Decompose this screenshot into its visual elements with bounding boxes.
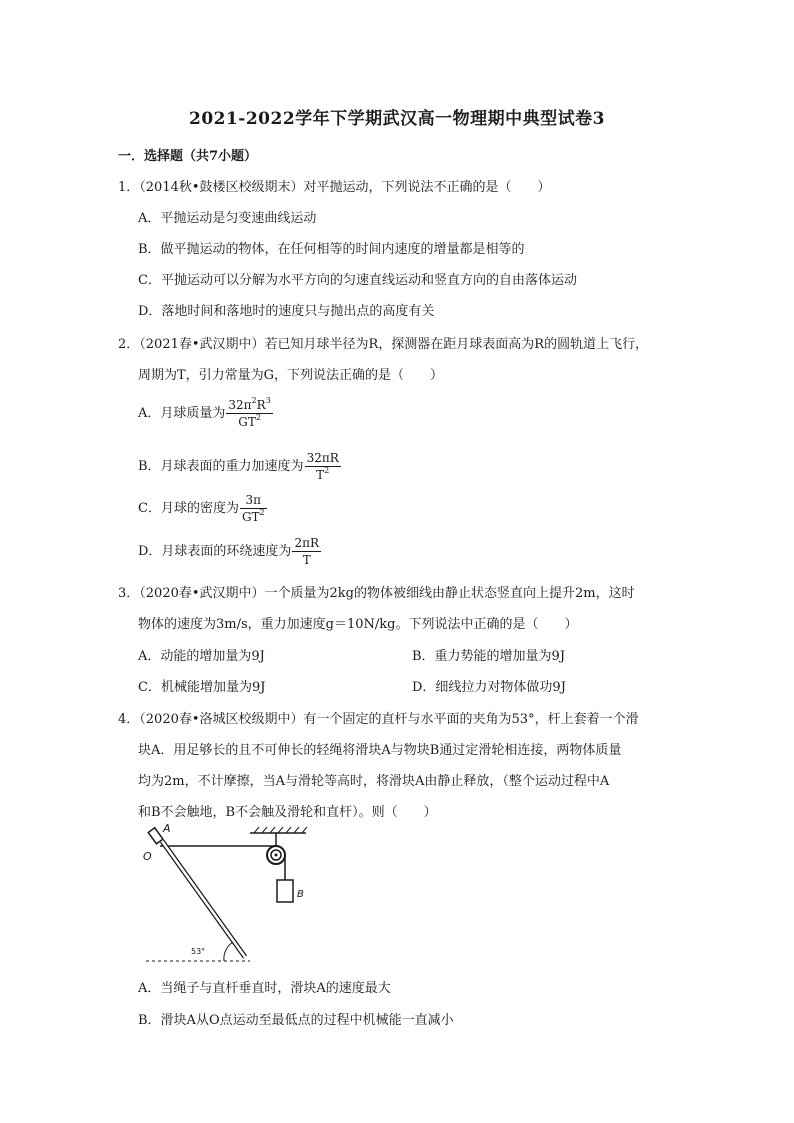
question-4-stem-line-1: 4．（2020春•洛城区校级期中）有一个固定的直杆与水平面的夹角为53°，杆上套着一个滑 bbox=[118, 712, 639, 727]
pulley-axle bbox=[275, 854, 278, 857]
fraction-denominator: $GT^2$ bbox=[238, 413, 261, 429]
fraction bbox=[240, 493, 267, 524]
fraction-denominator: $T^2$ bbox=[316, 466, 330, 482]
question-3-option-a[interactable]: A．动能的增加量为9J bbox=[138, 649, 265, 664]
pulley-incline-diagram bbox=[138, 823, 338, 977]
fraction-numerator: 2πR bbox=[294, 536, 319, 550]
question-1-option-d[interactable]: D．落地时间和落地时的速度只与抛出点的高度有关 bbox=[138, 304, 435, 319]
question-4-option-a[interactable]: A．当绳子与直杆垂直时，滑块A的速度最大 bbox=[138, 981, 391, 996]
section-heading: 一．选择题（共7小题） bbox=[118, 149, 258, 164]
label-a: A bbox=[163, 823, 171, 835]
fraction-numerator: 3π bbox=[240, 493, 267, 509]
diagram-svg bbox=[138, 823, 338, 973]
question-3-option-b[interactable]: B．重力势能的增加量为9J bbox=[412, 649, 566, 664]
option-prefix: C．月球的密度为 bbox=[138, 501, 239, 516]
question-2-stem-line-1: 2．（2021春•武汉期中）若已知月球半径为R，探测器在距月球表面高为R的圆轨道上飞行， bbox=[118, 337, 649, 352]
ceiling-hatch bbox=[254, 827, 307, 833]
label-o: O bbox=[143, 850, 152, 863]
question-1-stem: 1．（2014秋•鼓楼区校级期末）对平抛运动，下列说法不正确的是（ ） bbox=[118, 180, 551, 195]
question-3-stem-line-2: 物体的速度为3m/s，重力加速度g＝10N/kg。下列说法中正确的是（ ） bbox=[138, 617, 578, 632]
page-title: 2021-2022学年下学期武汉高一物理期中典型试卷3 bbox=[188, 109, 605, 129]
question-2-option-d[interactable] bbox=[138, 536, 321, 567]
question-2-option-c[interactable] bbox=[138, 493, 267, 524]
fraction-denominator: T bbox=[302, 553, 311, 567]
question-2-option-a[interactable] bbox=[138, 398, 273, 429]
question-4-stem-line-4: 和B不会触地，B不会触及滑轮和直杆）。则（ ） bbox=[138, 805, 437, 820]
label-angle: 53° bbox=[191, 947, 206, 956]
question-3-stem-line-1: 3．（2020春•武汉期中）一个质量为2kg的物体被细线由静止状态竖直向上提升2m，这时 bbox=[118, 586, 635, 601]
option-prefix: D．月球表面的环绕速度为 bbox=[138, 544, 292, 559]
question-1-option-b[interactable]: B．做平抛运动的物体，在任何相等的时间内速度的增量都是相等的 bbox=[138, 242, 525, 257]
option-prefix: B．月球表面的重力加速度为 bbox=[138, 459, 304, 474]
question-3-option-c[interactable]: C．机械能增加量为9J bbox=[138, 680, 266, 695]
rod-inner bbox=[162, 841, 245, 957]
question-4-option-b[interactable]: B．滑块A从O点运动至最低点的过程中机械能一直减小 bbox=[138, 1013, 454, 1028]
label-b: B bbox=[297, 889, 304, 900]
question-2-stem-line-2: 周期为T，引力常量为G，下列说法正确的是（ ） bbox=[138, 368, 444, 383]
question-1-option-a[interactable]: A．平抛运动是匀变速曲线运动 bbox=[138, 211, 317, 226]
fraction bbox=[292, 536, 321, 567]
question-1-option-c[interactable]: C．平抛运动可以分解为水平方向的匀速直线运动和竖直方向的自由落体运动 bbox=[138, 273, 577, 288]
question-4-stem-line-2: 块A．用足够长的且不可伸长的轻绳将滑块A与物块B通过定滑轮相连接，两物体质量 bbox=[138, 743, 622, 758]
fraction-numerator: 32πR bbox=[306, 451, 339, 465]
fraction-numerator: $32\pi^2R^3$ bbox=[228, 396, 271, 412]
fraction-denominator: $GT^2$ bbox=[241, 508, 265, 524]
angle-arc bbox=[224, 942, 233, 961]
question-2-option-b[interactable] bbox=[138, 451, 341, 482]
option-prefix: A．月球质量为 bbox=[138, 406, 226, 421]
block-b bbox=[277, 880, 293, 902]
question-3-option-d[interactable]: D．细线拉力对物体做功9J bbox=[412, 680, 566, 695]
slider-a bbox=[148, 828, 163, 844]
fraction bbox=[305, 451, 341, 482]
fraction bbox=[226, 398, 272, 429]
question-4-stem-line-3: 均为2m，不计摩擦，当A与滑轮等高时，将滑块A由静止释放，（整个运动过程中A bbox=[138, 774, 610, 789]
